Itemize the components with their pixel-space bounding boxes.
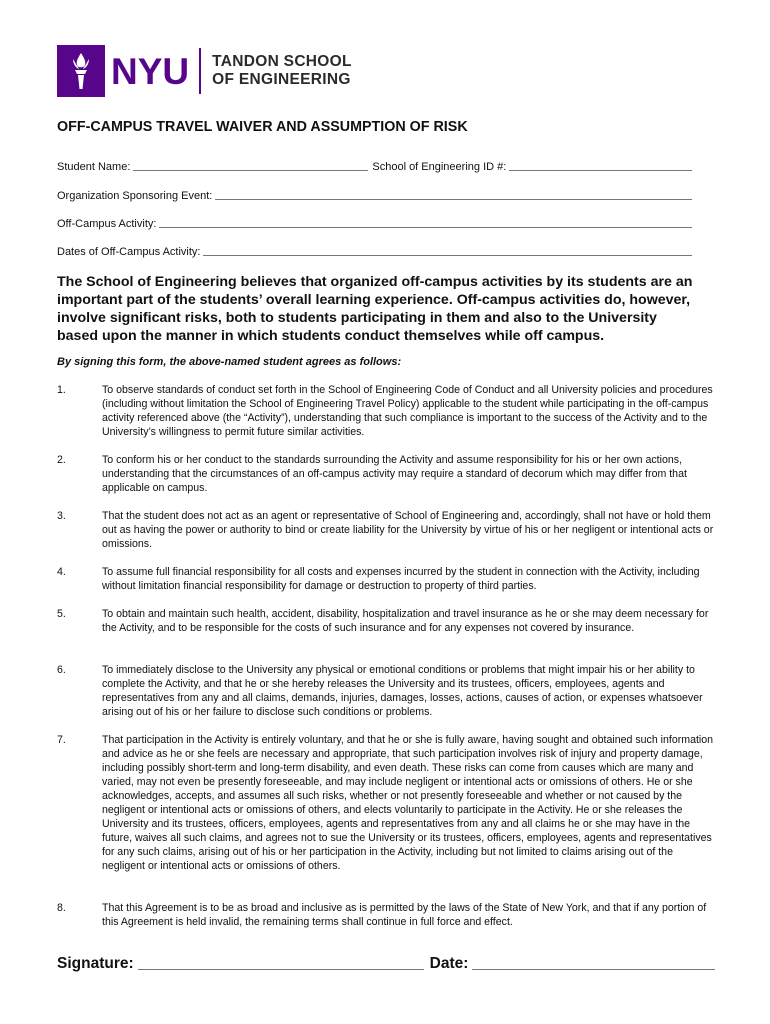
signature-label: Signature: — [57, 955, 134, 972]
activity-field[interactable] — [159, 218, 692, 228]
header-divider — [199, 48, 201, 94]
clause-text: To immediately disclose to the University any physical or emotional conditions or problems that might impair his or her ability to complete the Activity, and that he or she hereby releases the University and its trustees, officers, employees, agents and representatives from any and all claims, demands, injuries, damages, losses, actions, causes of action, or expenses whatsoever arising out of his or her failure to disclose such conditions or problems. — [102, 664, 703, 718]
page-title: OFF-CAMPUS TRAVEL WAIVER AND ASSUMPTION OF RISK — [57, 119, 468, 135]
header — [57, 45, 352, 97]
intro-paragraph: The School of Engineering believes that organized off-campus activities by its students are an important part of the students’ overall learning experience. Off-campus activities do, however, involve significant risks, both to students participating in them and also to the University based upon the manner in which students conduct themselves while off campus. — [57, 274, 693, 344]
clause-item — [57, 901, 717, 929]
clause-text: To assume full financial responsibility for all costs and expenses incurred by the student in connection with the Activity, including without limitation financial responsibility for damage or destruction to property of third parties. — [102, 566, 700, 592]
signature-row — [57, 955, 715, 973]
clause-item — [57, 453, 717, 495]
agreement-heading: By signing this form, the above-named student agrees as follows: — [57, 356, 402, 368]
torch-icon — [67, 51, 95, 91]
clause-text: To observe standards of conduct set forth in the School of Engineering Code of Conduct and all University policies and procedures (including without limitation the School of Engineering Travel Policy) applicable to the student while participating in the off-campus activity referenced above (the “Activity”), understanding that such compliance is important to the success of the Activity and to the University’s willingness to permit future similar activities. — [102, 384, 713, 438]
clause-item — [57, 565, 717, 593]
clause-item — [57, 607, 717, 635]
clause-number: 6. — [57, 664, 66, 676]
school-name — [212, 53, 352, 89]
clause-number: 7. — [57, 734, 66, 746]
dates-row — [57, 246, 692, 258]
clause-text: That the student does not act as an agent or representative of School of Engineering and, accordingly, shall not have or hold them out as having the power or authority to bind or create liability for the University by virtue of his or her negligent or intentional acts or omissions. — [102, 510, 714, 550]
clause-text: To obtain and maintain such health, accident, disability, hospitalization and travel insurance as he or she may deem necessary for the Activity, and to be responsible for the costs of such insurance and for any expenses not covered by insurance. — [102, 608, 709, 634]
date-label: Date: — [429, 955, 469, 972]
clause-number: 1. — [57, 384, 66, 396]
clause-text: That participation in the Activity is entirely voluntary, and that he or she is fully aware, having sought and obtained such information and advice as he or she feels are necessary and appropriate, that such participation involves risk of injury and property damage, including possibly short-term and long-term disability, and even death. These risks can come from causes which are many and varied, may not even be presently foreseeable, and may include negligent or intentional acts or omissions of others. He or she acknowledges, accepts, and assumes all such risks, whether or not presently foreseeable and whether or not caused by the negligent or intentional acts or omissions of others, and elects voluntarily to participate in the Activity. He or she releases the University and its trustees, officers, employees, agents and representatives from any and all claims he or she may have in the future, waives all such claims, and agrees not to sue the University or its trustees, officers, employees, agents and representatives for any such claims, arising out of his or her participation in the Activity, including but not limited to claims arising out of the negligent or intentional acts or omissions of others. — [102, 734, 714, 872]
clause-number: 2. — [57, 454, 66, 466]
date-field[interactable] — [472, 957, 715, 970]
clause-number: 5. — [57, 608, 66, 620]
dates-field[interactable] — [203, 246, 692, 256]
clause-text: That this Agreement is to be as broad and inclusive as is permitted by the laws of the State of New York, and that if any portion of this Agreement is held invalid, the remaining terms shall continue in full force and effect. — [102, 902, 707, 928]
school-name-line1: TANDON SCHOOL — [212, 53, 352, 70]
organization-label: Organization Sponsoring Event: — [57, 190, 213, 202]
clause-number: 4. — [57, 566, 66, 578]
nyu-logo — [57, 45, 105, 97]
clause-item — [57, 663, 717, 719]
clause-text: To conform his or her conduct to the standards surrounding the Activity and assume responsibility for his or her own actions, understanding that the circumstances of an off-campus activity may require a standard of decorum which may differ from that applicable on campus. — [102, 454, 687, 494]
school-id-label: School of Engineering ID #: — [372, 161, 507, 173]
activity-label: Off-Campus Activity: — [57, 218, 157, 230]
student-info-row — [57, 161, 692, 173]
dates-label: Dates of Off-Campus Activity: — [57, 246, 201, 258]
organization-row — [57, 190, 692, 202]
clause-item — [57, 383, 717, 439]
clause-number: 8. — [57, 902, 66, 914]
student-name-field[interactable] — [133, 161, 368, 171]
student-name-label: Student Name: — [57, 161, 131, 173]
clause-number: 3. — [57, 510, 66, 522]
organization-field[interactable] — [215, 190, 692, 200]
school-id-field[interactable] — [509, 161, 692, 171]
clause-item — [57, 509, 717, 551]
signature-field[interactable] — [138, 957, 424, 970]
clause-item — [57, 733, 717, 873]
school-name-line2: OF ENGINEERING — [212, 71, 351, 88]
brand-wordmark: NYU — [111, 50, 190, 92]
activity-row — [57, 218, 692, 230]
